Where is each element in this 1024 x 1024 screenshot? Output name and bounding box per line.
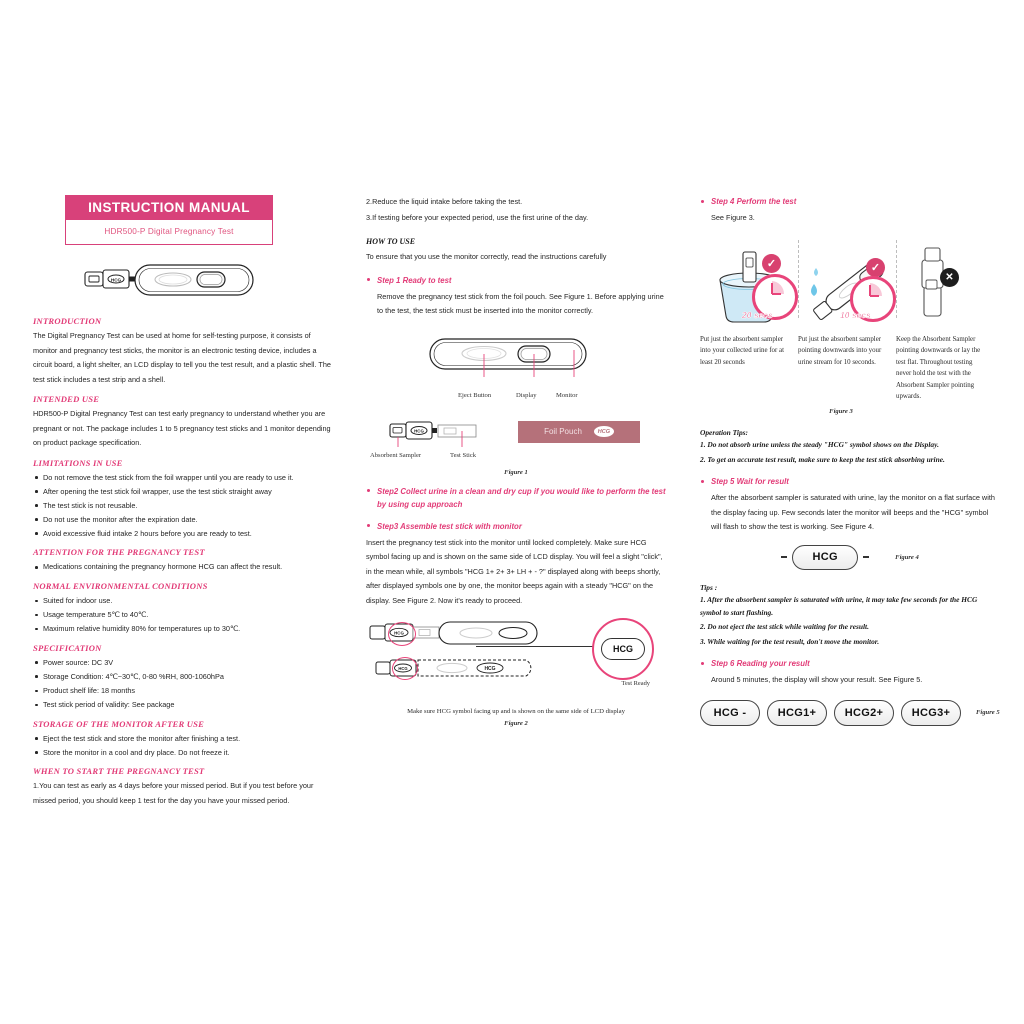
- figure-2: [366, 618, 666, 704]
- step1-heading: Step 1 Ready to test: [366, 274, 666, 287]
- flash-dash-left: [781, 556, 787, 557]
- result-display-1plus: HCG1+: [767, 700, 827, 726]
- magnifier-connector: [476, 646, 596, 647]
- figure-2-magnifier: [592, 618, 654, 680]
- list-item: Product shelf life: 18 months: [33, 684, 333, 698]
- list-item: Do not remove the test stick from the foil wrapper until you are ready to use it.: [33, 471, 333, 485]
- figure-3-caption-2: Put just the absorbent sampler pointing downwards into your urine stream for 10 seconds.: [798, 335, 882, 366]
- figure-2-note: Make sure HCG symbol facing up and is shown on the same side of LCD display: [407, 708, 625, 715]
- highlight-circle-bottom: [392, 657, 418, 680]
- upright-device-illustration: [906, 238, 966, 330]
- figure-5-caption: Figure 5: [976, 709, 1000, 716]
- tip-2: 2. Do not eject the test stick while waiting for the result.: [700, 622, 869, 631]
- section-heading-attention: ATTENTION FOR THE PREGNANCY TEST: [33, 547, 205, 558]
- label-monitor: Monitor: [556, 391, 578, 399]
- operation-tips-list: [700, 439, 1000, 466]
- middle-column: [366, 195, 666, 727]
- right-column: [700, 195, 1000, 726]
- svg-text:HCG: HCG: [398, 666, 408, 671]
- operation-tip-2: 2. To get an accurate test result, make sure to keep the test stick absorbing urine.: [700, 454, 945, 464]
- test-ready-label: Test Ready: [621, 680, 650, 687]
- timer-label-10-secs: 10 secs: [840, 309, 871, 320]
- list-item: Store the monitor in a cool and dry place. Do not freeze it.: [33, 746, 333, 760]
- operation-tips-heading: Operation Tips:: [700, 427, 748, 437]
- foil-pouch-illustration: [366, 418, 666, 452]
- left-column: [33, 195, 333, 809]
- magnified-display-text: HCG: [601, 638, 645, 660]
- x-mark-badge: ✕: [940, 268, 959, 287]
- highlight-circle-top: [388, 622, 416, 646]
- device-illustration: [73, 259, 333, 308]
- label-absorbent-sampler: Absorbent Sampler: [370, 451, 422, 459]
- figure-3-caption-3: Keep the Absorbent Sampler pointing downwards or lay the test flat. Throughout testing never hold the test with the Absorbent Sampler pointing upwards.: [896, 335, 981, 400]
- figure-3-captions: [700, 334, 1000, 403]
- step3-text: Insert the pregnancy test stick into the monitor until locked completely. Make sure HCG symbol facing up and is shown on the same side of LCD display. You will feel a slight "click", in the mean while, all symbols "HCG 1+ 2+ 3+ LH + - ?" displayed along with beeps shortly, after displayed symbols one by one, the monitor beeps again with a steady "HCG" on the display. See Figure 2. Now it's ready to proceed.: [366, 537, 663, 605]
- step4-text: See Figure 3.: [711, 213, 755, 222]
- section-text-introduction: The Digital Pregnancy Test can be used at home for self-testing purpose, it consists of monitor and pregnancy test sticks, the monitor is an electronic testing device, includes a circuit board, a light shelter, an LCD display to tell you the test result, and a plastic shell. The test stick includes a test strip and a shell.: [33, 331, 331, 384]
- when-to-start-item-3: 3.If testing before your expected period, use the first urine of the day.: [366, 212, 589, 222]
- list-item: Avoid excessive fluid intake 2 hours before you are ready to test.: [33, 527, 333, 541]
- foil-pouch-hcg-badge: HCG: [594, 426, 614, 437]
- section-heading-limitations: LIMITATIONS IN USE: [33, 457, 123, 468]
- svg-text:HCG: HCG: [484, 666, 496, 672]
- specification-list: [33, 656, 333, 712]
- figure-4-display: HCG: [792, 545, 858, 570]
- step4-heading: Step 4 Perform the test: [700, 195, 1000, 208]
- figure-5-results: [700, 700, 1000, 726]
- how-to-use-heading: HOW TO USE: [366, 237, 416, 246]
- panel-divider-2: [896, 240, 897, 318]
- label-eject-button: Eject Button: [458, 391, 492, 399]
- list-item: Maximum relative humidity 80% for temperatures up to 30℃.: [33, 622, 333, 636]
- figure-1-caption: Figure 1: [504, 468, 528, 476]
- attention-list: [33, 560, 333, 574]
- section-heading-environmental: NORMAL ENVIRONMENTAL CONDITIONS: [33, 581, 208, 592]
- section-heading-introduction: INTRODUCTION: [33, 316, 102, 326]
- list-item: Eject the test stick and store the monitor after finishing a test.: [33, 732, 333, 746]
- figure-3-caption: Figure 3: [829, 407, 853, 415]
- section-heading-intended-use: INTENDED USE: [33, 394, 100, 404]
- step5-heading: Step 5 Wait for result: [700, 475, 1000, 488]
- list-item: Storage Condition: 4℃~30℃, 0-80 %RH, 800-1060hPa: [33, 670, 333, 684]
- step2-heading: Step2 Collect urine in a clean and dry cup if you would like to perform the test by using cup approach: [366, 485, 666, 511]
- figure-4: [700, 545, 1000, 570]
- list-item: Do not use the monitor after the expiration date.: [33, 513, 333, 527]
- section-text-when-to-start: 1.You can test as early as 4 days before your missed period. But if you test before your missed period, you should keep 1 test for the day you have your missed period.: [33, 781, 314, 805]
- step6-text: Around 5 minutes, the display will show your result. See Figure 5.: [711, 675, 923, 684]
- svg-text:HCG: HCG: [394, 630, 404, 636]
- figure-4-caption: Figure 4: [895, 553, 919, 561]
- how-to-use-text: To ensure that you use the monitor correctly, read the instructions carefully: [366, 252, 607, 261]
- label-display: Display: [516, 391, 537, 399]
- result-display-negative: HCG -: [700, 700, 760, 726]
- tips-list: [700, 594, 1000, 648]
- step3-heading: Step3 Assemble test stick with monitor: [366, 520, 666, 533]
- svg-text:HCG: HCG: [110, 277, 122, 283]
- checkmark-badge-1: ✓: [762, 254, 781, 273]
- section-heading-when-to-start: WHEN TO START THE PREGNANCY TEST: [33, 766, 205, 777]
- svg-text:HCG: HCG: [414, 428, 424, 434]
- result-display-3plus: HCG3+: [901, 700, 961, 726]
- figure-1-pouch-labels: [366, 452, 666, 464]
- list-item: Suited for indoor use.: [33, 594, 333, 608]
- flash-dash-right: [863, 556, 869, 557]
- section-heading-storage: STORAGE OF THE MONITOR AFTER USE: [33, 718, 205, 729]
- foil-pouch-band: [518, 421, 640, 443]
- limitations-list: [33, 471, 333, 541]
- manual-subtitle: HDR500-P Digital Pregnancy Test: [66, 220, 272, 244]
- tip-1: 1. After the absorbent sampler is saturated with urine, it may take few seconds for the HCG symbol to start flashing.: [700, 595, 978, 617]
- tip-3: 3. While waiting for the test result, don't move the monitor.: [700, 636, 880, 646]
- list-item: After opening the test stick foil wrapper, use the test stick straight away: [33, 485, 333, 499]
- when-to-start-item-2: 2.Reduce the liquid intake before taking the test.: [366, 197, 523, 206]
- list-item: Power source: DC 3V: [33, 656, 333, 670]
- step5-text: After the absorbent sampler is saturated with urine, lay the monitor on a flat surface with the display facing up. Few seconds later the monitor will beeps and the "HCG" symbol will flash to show the test is working. See Figure 4.: [711, 493, 995, 531]
- manual-header: [65, 195, 273, 245]
- section-heading-specification: SPECIFICATION: [33, 642, 102, 653]
- result-display-2plus: HCG2+: [834, 700, 894, 726]
- storage-list: [33, 732, 333, 760]
- list-item: The test stick is not reusable.: [33, 499, 333, 513]
- figure-1: [366, 335, 666, 476]
- figure-2-caption: Figure 2: [504, 720, 528, 727]
- step1-text: Remove the pregnancy test stick from the foil pouch. See Figure 1. Before applying urine to the test, the test stick must be inserted into the monitor correctly.: [377, 291, 664, 315]
- step6-heading: Step 6 Reading your result: [700, 657, 1000, 670]
- section-text-intended-use: HDR500-P Digital Pregnancy Test can test early pregnancy to understand whether you are pregnant or not. The package includes 1 to 5 pregnancy test sticks and 1 monitor depending on product package specification.: [33, 409, 331, 447]
- checkmark-badge-2: ✓: [866, 258, 885, 277]
- list-item: Usage temperature 5℃ to 40℃.: [33, 608, 333, 622]
- panel-divider-1: [798, 240, 799, 318]
- manual-title: INSTRUCTION MANUAL: [66, 196, 272, 220]
- operation-tip-1: 1. Do not absorb urine unless the steady "HCG" symbol shows on the Display.: [700, 440, 939, 449]
- list-item: Medications containing the pregnancy hormone HCG can affect the result.: [33, 560, 333, 574]
- figure-1-labels: [422, 392, 666, 404]
- list-item: Test stick period of validity: See package: [33, 698, 333, 712]
- figure-3-illustrations: [700, 232, 1000, 330]
- tips-heading: Tips :: [700, 582, 718, 592]
- figure-3-caption-1: Put just the absorbent sampler into your collected urine for at least 20 seconds: [700, 335, 784, 366]
- environmental-list: [33, 594, 333, 636]
- foil-pouch-label: Foil Pouch: [544, 427, 582, 436]
- label-test-stick: Test Stick: [450, 451, 477, 459]
- monitor-illustration: [422, 335, 666, 392]
- timer-label-20-secs: 20 secs: [742, 309, 773, 320]
